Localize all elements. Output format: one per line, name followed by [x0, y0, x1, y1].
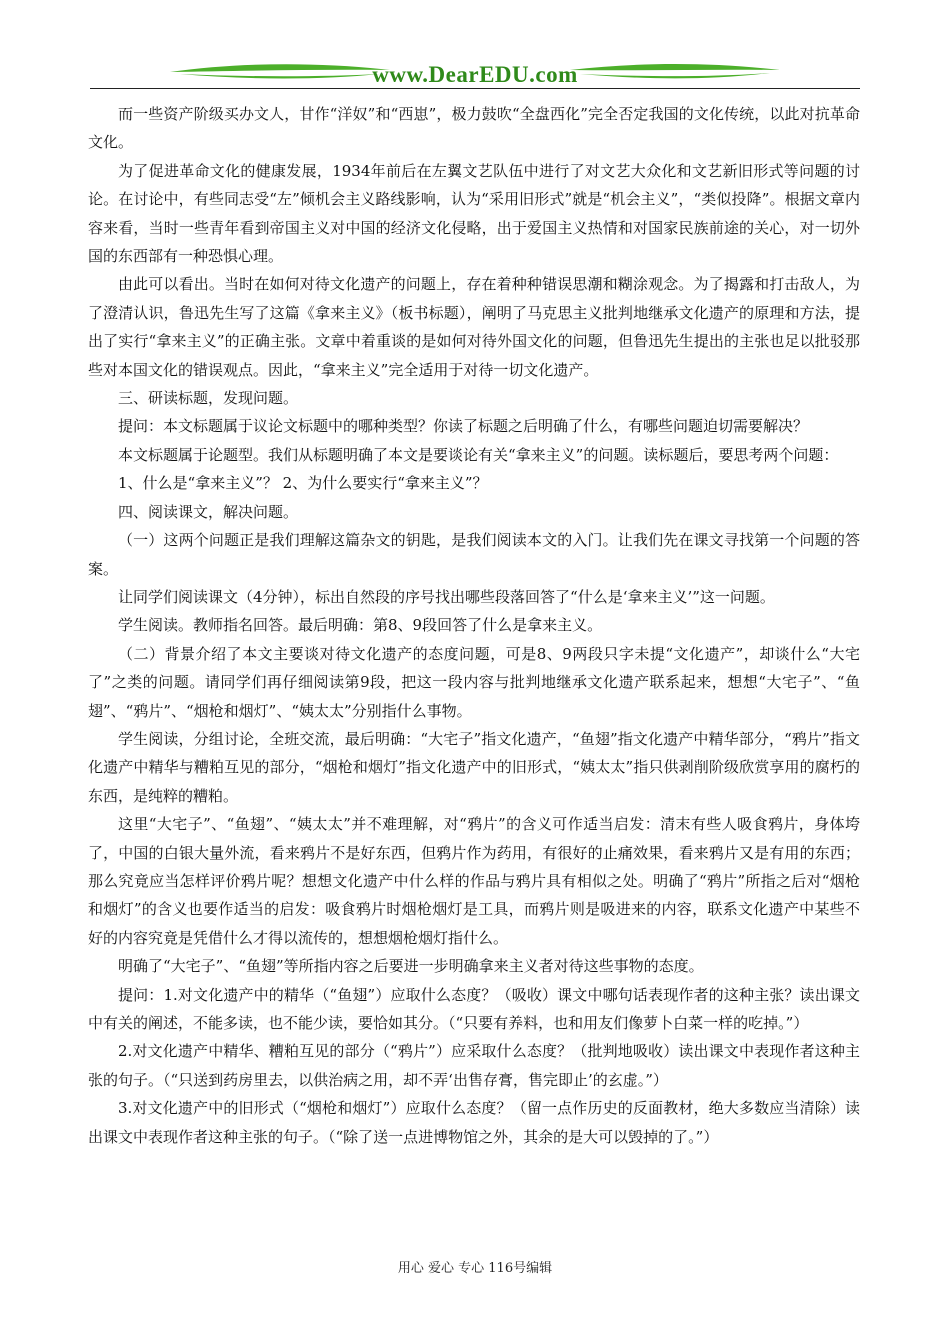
paragraph: 明确了“大宅子”、“鱼翅”等所指内容之后要进一步明确拿来主义者对待这些事物的态度。 [118, 957, 704, 976]
paragraph: 3.对文化遗产中的旧形式（“烟枪和烟灯”）应取什么态度？（留一点作历史的反面教材，绝大多数应当清除）读出课文中表现作者这种主张的句子。（“除了送一点进博物馆之外，其余的是大可以毁掉的了。”） [88, 1099, 860, 1146]
paragraph: 这里“大宅子”、“鱼翅”、“姨太太”并不难理解，对“鸦片”的含义可作适当启发：清末有些人吸食鸦片，身体垮了，中国的白银大量外流，看来鸦片不是好东西，但鸦片作为药用，有很好的止痛效果，看来鸦片又是有用的东西；那么究竟应当怎样评价鸦片呢？想想文化遗产中什么样的作品与鸦片具有相似之处。明确了“鸦片”所指之后对“烟枪和烟灯”的含义也要作适当的启发：吸食鸦片时烟枪烟灯是工具，而鸦片则是吸进来的内容，联系文化遗产中某些不好的内容究竟是凭借什么才得以流传的，想想烟枪烟灯指什么。 [88, 815, 860, 947]
paragraph: 2.对文化遗产中精华、糟粕互见的部分（“鸦片”）应采取什么态度？（批判地吸收）读出课文中表现作者这种主张的句子。（“只送到药房里去，以供治病之用，却不弄‘出售存膏，售完即止’的玄虚。”） [88, 1042, 860, 1089]
paragraph: 提问：1.对文化遗产中的精华（“鱼翅”）应取什么态度？（吸收）课文中哪句话表现作者的这种主张？读出课文中有关的阐述，不能多读，也不能少读，要恰如其分。（“只要有养料，也和用友们像萝卜白菜一样的吃掉。”） [88, 985, 860, 1032]
paragraph: （二）背景介绍了本文主要谈对待文化遗产的态度问题，可是8、9两段只字未提“文化遗产”，却谈什么“大宅了”之类的问题。请同学们再仔细阅读第9段，把这一段内容与批判地继承文化遗产联系起来，想想“大宅子”、“鱼翅”、“鸦片”、“烟枪和烟灯”、“姨太太”分别指什么事物。 [88, 644, 860, 720]
section-heading: 四、阅读课文，解决问题。 [118, 502, 299, 521]
page-footer: 用心 爱心 专心 116号编辑 [397, 1261, 553, 1276]
paragraph: 由此可以看出。当时在如何对待文化遗产的问题上，存在着种种错误思潮和糊涂观念。为了揭露和打击敌人，为了澄清认识，鲁迅先生写了这篇《拿来主义》（板书标题），阐明了马克思主义批判地继承文化遗产的原理和方法，提出了实行“拿来主义”的正确主张。文章中着重谈的是如何对待外国文化的问题，但鲁迅先生提出的主张也足以批驳那些对本国文化的错误观点。因此，“拿来主义”完全适用于对待一切文化遗产。 [88, 275, 860, 379]
header-rule [90, 88, 860, 89]
site-logo[interactable]: www.DearEDU.com [372, 62, 578, 87]
document-body [88, 100, 860, 1151]
paragraph: 而一些资产阶级买办文人，甘作“洋奴”和“西崽”，极力鼓吹“全盘西化”完全否定我国的文化传统，以此对抗革命文化。 [88, 105, 860, 152]
section-heading: 三、研读标题，发现问题。 [118, 389, 299, 408]
paragraph: 让同学们阅读课文（4分钟），标出自然段的序号找出哪些段落回答了“什么是‘拿来主义’”这一问题。 [118, 587, 775, 606]
page-header [90, 58, 860, 90]
paragraph: 学生阅读。教师指名回答。最后明确：第8、9段回答了什么是拿来主义。 [118, 616, 603, 635]
paragraph: 学生阅读，分组讨论，全班交流，最后明确：“大宅子”指文化遗产，“鱼翅”指文化遗产中精华部分，“鸦片”指文化遗产中精华与糟粕互见的部分，“烟枪和烟灯”指文化遗产中的旧形式，“姨太太”指只供剥削阶级欣赏享用的腐朽的东西，是纯粹的糟粕。 [88, 729, 860, 805]
paragraph: （一）这两个问题正是我们理解这篇杂文的钥匙，是我们阅读本文的入门。让我们先在课文寻找第一个问题的答案。 [88, 531, 860, 578]
paragraph: 为了促进革命文化的健康发展，1934年前后在左翼文艺队伍中进行了对文艺大众化和文艺新旧形式等问题的讨论。在讨论中，有些同志受“左”倾机会主义路线影响，认为“采用旧形式”就是“机会主义”，“类似投降”。根据文章内容来看，当时一些青年看到帝国主义对中国的经济文化侵略，出于爱国主义热情和对国家民族前途的关心，对一切外国的东西部有一种恐惧心理。 [88, 161, 860, 266]
paragraph: 本文标题属于论题型。我们从标题明确了本文是要谈论有关“拿来主义”的问题。读标题后，要思考两个问题： [118, 445, 839, 464]
paragraph: 提问：本文标题属于议论文标题中的哪种类型？你读了标题之后明确了什么，有哪些问题迫切需要解决？ [118, 417, 809, 436]
paragraph: 1、什么是“拿来主义”？ 2、为什么要实行“拿来主义”？ [118, 474, 488, 493]
